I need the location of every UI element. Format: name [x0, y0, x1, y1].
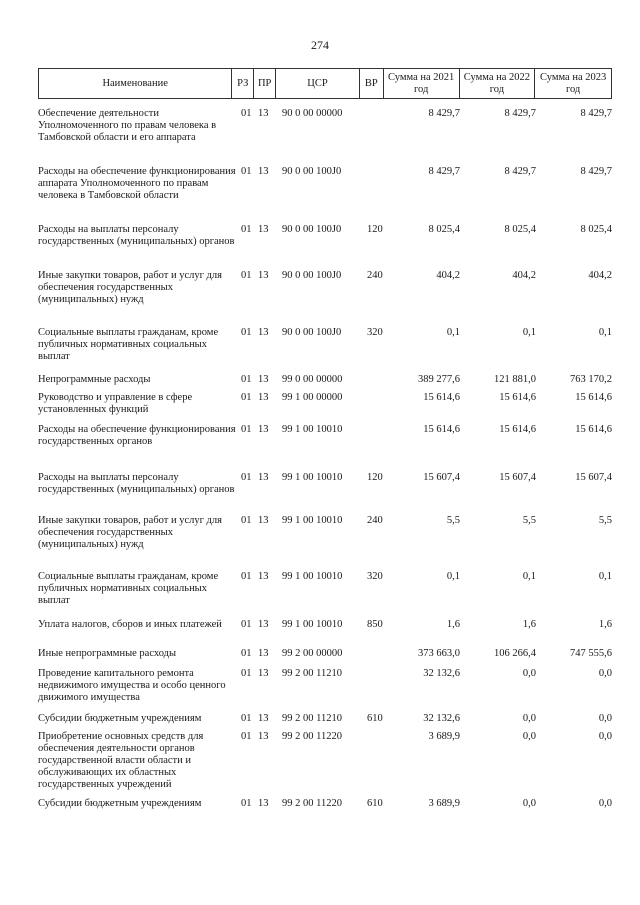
cell-vr: 120	[367, 224, 383, 235]
cell-pr: 13	[258, 374, 269, 385]
cell-s2021: 389 277,6	[418, 374, 460, 385]
cell-s2023: 8 429,7	[580, 108, 612, 119]
cell-s2022: 106 266,4	[494, 648, 536, 659]
cell-s2021: 15 607,4	[423, 472, 460, 483]
cell-name: Расходы на выплаты персоналу государственных (муниципальных) органов	[38, 224, 235, 247]
cell-pr: 13	[258, 668, 269, 679]
cell-s2022: 121 881,0	[494, 374, 536, 385]
table-header	[38, 68, 612, 99]
cell-s2022: 404,2	[512, 270, 536, 281]
cell-s2022: 15 614,6	[499, 392, 536, 403]
cell-pr: 13	[258, 731, 269, 742]
cell-pr: 13	[258, 713, 269, 724]
header-vr: ВР	[360, 69, 384, 98]
cell-name: Непрограммные расходы	[38, 374, 151, 385]
cell-s2023: 8 429,7	[580, 166, 612, 177]
cell-name: Иные закупки товаров, работ и услуг для обеспечения государственных (муниципальных) нужд	[38, 270, 222, 305]
cell-pr: 13	[258, 392, 269, 403]
cell-name: Расходы на обеспечение функционирования государственных органов	[38, 424, 236, 447]
cell-s2021: 15 614,6	[423, 424, 460, 435]
cell-s2021: 8 429,7	[428, 166, 460, 177]
cell-s2022: 1,6	[522, 619, 536, 630]
cell-vr: 320	[367, 571, 383, 582]
header-csr: ЦСР	[276, 69, 360, 98]
cell-rz: 01	[241, 713, 252, 724]
header-sum-2023: Сумма на 2023 год	[539, 71, 607, 95]
cell-csr: 99 0 00 00000	[282, 374, 343, 385]
cell-name: Расходы на обеспечение функционирования аппарата Уполномоченного по правам человека в Тамбовской области	[38, 166, 236, 201]
cell-csr: 99 2 00 00000	[282, 648, 343, 659]
cell-rz: 01	[241, 327, 252, 338]
cell-s2022: 0,1	[522, 571, 536, 582]
cell-csr: 90 0 00 100J0	[282, 166, 342, 177]
cell-s2021: 0,1	[446, 571, 460, 582]
cell-pr: 13	[258, 424, 269, 435]
cell-name: Субсидии бюджетным учреждениям	[38, 713, 202, 724]
cell-s2021: 3 689,9	[428, 798, 460, 809]
cell-pr: 13	[258, 472, 269, 483]
cell-s2023: 0,0	[598, 798, 612, 809]
cell-s2021: 3 689,9	[428, 731, 460, 742]
cell-pr: 13	[258, 270, 269, 281]
cell-vr: 850	[367, 619, 383, 630]
cell-csr: 99 1 00 10010	[282, 515, 343, 526]
cell-vr: 240	[367, 270, 383, 281]
cell-name: Обеспечение деятельности Уполномоченного по правам человека в Тамбовской области и его аппарата	[38, 108, 217, 143]
cell-vr: 320	[367, 327, 383, 338]
cell-rz: 01	[241, 731, 252, 742]
cell-rz: 01	[241, 648, 252, 659]
cell-name: Приобретение основных средств для обеспечения деятельности органов государственной власти области и обслуживающих их областных государственных учреждений	[38, 731, 204, 790]
cell-rz: 01	[241, 472, 252, 483]
cell-s2023: 0,0	[598, 668, 612, 679]
cell-pr: 13	[258, 224, 269, 235]
cell-pr: 13	[258, 166, 269, 177]
header-pr: ПР	[254, 69, 276, 98]
cell-s2021: 8 429,7	[428, 108, 460, 119]
cell-s2022: 8 429,7	[504, 108, 536, 119]
cell-csr: 99 2 00 11220	[282, 731, 342, 742]
cell-pr: 13	[258, 619, 269, 630]
cell-pr: 13	[258, 798, 269, 809]
cell-s2021: 32 132,6	[423, 713, 460, 724]
cell-name: Расходы на выплаты персоналу государственных (муниципальных) органов	[38, 472, 235, 495]
cell-vr: 240	[367, 515, 383, 526]
cell-rz: 01	[241, 424, 252, 435]
cell-s2023: 0,1	[598, 571, 612, 582]
cell-pr: 13	[258, 108, 269, 119]
cell-rz: 01	[241, 798, 252, 809]
cell-csr: 90 0 00 100J0	[282, 270, 342, 281]
cell-csr: 90 0 00 00000	[282, 108, 343, 119]
cell-vr: 610	[367, 713, 383, 724]
cell-rz: 01	[241, 374, 252, 385]
cell-s2022: 15 614,6	[499, 424, 536, 435]
cell-s2023: 15 614,6	[575, 424, 612, 435]
header-rz: РЗ	[232, 69, 254, 98]
cell-csr: 99 1 00 10010	[282, 571, 343, 582]
cell-s2022: 8 025,4	[504, 224, 536, 235]
cell-s2023: 15 614,6	[575, 392, 612, 403]
cell-name: Социальные выплаты гражданам, кроме публичных нормативных социальных выплат	[38, 327, 219, 362]
cell-vr: 120	[367, 472, 383, 483]
cell-rz: 01	[241, 166, 252, 177]
cell-s2022: 8 429,7	[504, 166, 536, 177]
cell-pr: 13	[258, 515, 269, 526]
header-sum-2021: Сумма на 2021 год	[384, 69, 460, 98]
cell-s2021: 15 614,6	[423, 392, 460, 403]
page-number: 274	[311, 38, 329, 52]
cell-s2023: 763 170,2	[570, 374, 612, 385]
cell-csr: 99 2 00 11220	[282, 798, 342, 809]
cell-name: Субсидии бюджетным учреждениям	[38, 798, 202, 809]
cell-rz: 01	[241, 571, 252, 582]
cell-s2023: 5,5	[598, 515, 612, 526]
header-sum-2022: Сумма на 2022 год	[460, 69, 536, 98]
cell-s2021: 5,5	[446, 515, 460, 526]
cell-s2021: 32 132,6	[423, 668, 460, 679]
cell-rz: 01	[241, 515, 252, 526]
cell-csr: 90 0 00 100J0	[282, 327, 342, 338]
cell-s2021: 404,2	[436, 270, 460, 281]
cell-pr: 13	[258, 327, 269, 338]
cell-s2023: 0,0	[598, 731, 612, 742]
cell-name: Социальные выплаты гражданам, кроме публичных нормативных социальных выплат	[38, 571, 219, 606]
cell-name: Проведение капитального ремонта недвижимого имущества и особо ценного движимого имущества	[38, 668, 226, 703]
cell-s2023: 0,0	[598, 713, 612, 724]
cell-s2022: 5,5	[522, 515, 536, 526]
cell-s2021: 1,6	[446, 619, 460, 630]
cell-s2023: 0,1	[598, 327, 612, 338]
cell-rz: 01	[241, 270, 252, 281]
cell-csr: 99 1 00 10010	[282, 472, 343, 483]
cell-s2022: 0,0	[522, 798, 536, 809]
cell-name: Руководство и управление в сфере установленных функций	[38, 392, 193, 415]
cell-s2022: 0,0	[522, 731, 536, 742]
cell-pr: 13	[258, 648, 269, 659]
cell-csr: 99 1 00 10010	[282, 424, 343, 435]
cell-rz: 01	[241, 619, 252, 630]
cell-csr: 90 0 00 100J0	[282, 224, 342, 235]
cell-rz: 01	[241, 668, 252, 679]
header-name: Наименование	[39, 69, 232, 98]
cell-csr: 99 1 00 00000	[282, 392, 343, 403]
cell-pr: 13	[258, 571, 269, 582]
cell-name: Уплата налогов, сборов и иных платежей	[38, 619, 222, 630]
cell-vr: 610	[367, 798, 383, 809]
cell-s2022: 0,0	[522, 713, 536, 724]
cell-name: Иные закупки товаров, работ и услуг для обеспечения государственных (муниципальных) нужд	[38, 515, 222, 550]
cell-s2022: 0,1	[522, 327, 536, 338]
cell-s2023: 1,6	[598, 619, 612, 630]
cell-s2023: 15 607,4	[575, 472, 612, 483]
cell-csr: 99 1 00 10010	[282, 619, 343, 630]
cell-s2021: 373 663,0	[418, 648, 460, 659]
cell-rz: 01	[241, 108, 252, 119]
cell-s2022: 0,0	[522, 668, 536, 679]
cell-name: Иные непрограммные расходы	[38, 648, 177, 659]
cell-rz: 01	[241, 224, 252, 235]
cell-s2023: 8 025,4	[580, 224, 612, 235]
cell-csr: 99 2 00 11210	[282, 668, 342, 679]
cell-rz: 01	[241, 392, 252, 403]
cell-s2023: 404,2	[588, 270, 612, 281]
cell-s2023: 747 555,6	[570, 648, 612, 659]
cell-s2021: 0,1	[446, 327, 460, 338]
cell-s2021: 8 025,4	[428, 224, 460, 235]
cell-csr: 99 2 00 11210	[282, 713, 342, 724]
cell-s2022: 15 607,4	[499, 472, 536, 483]
